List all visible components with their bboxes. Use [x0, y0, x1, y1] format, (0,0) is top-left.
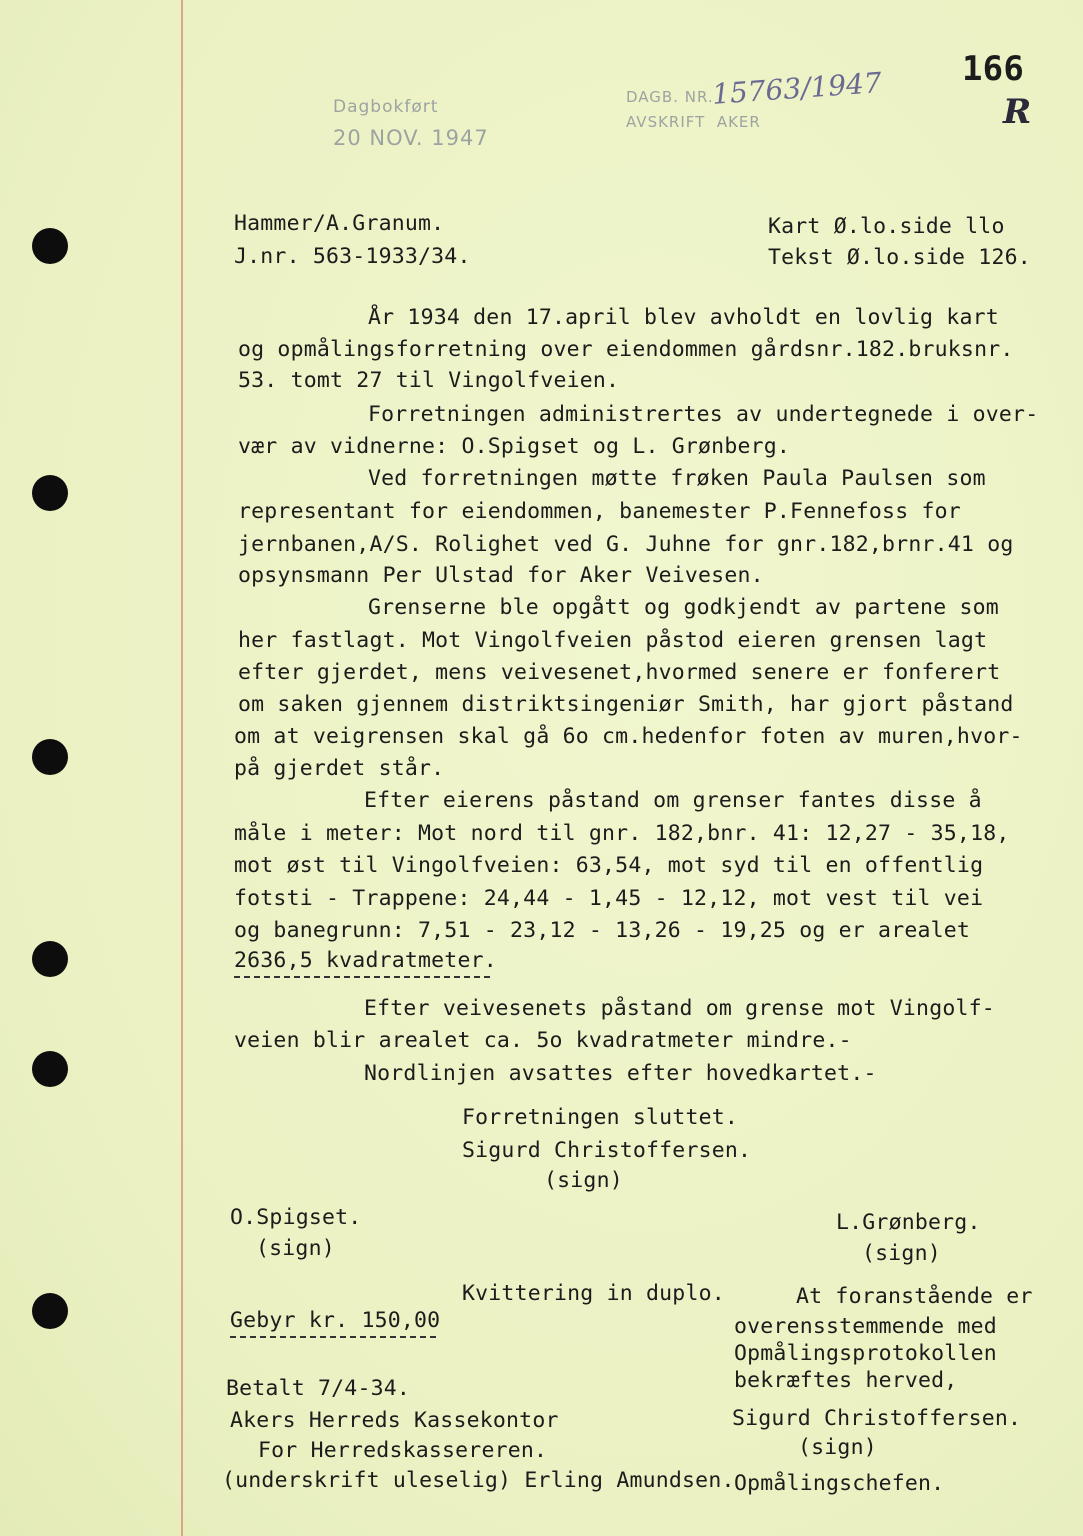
certification-line: At foranstående er — [796, 1284, 1033, 1309]
fee-line: Gebyr kr. 150,00 — [230, 1308, 441, 1333]
stamp-label: Dagbokført — [333, 97, 439, 117]
body-line: Nordlinjen avsattes efter hovedkartet.- — [364, 1061, 877, 1086]
body-line: og opmålingsforretning over eiendommen gårdsnr.182.bruksnr. — [238, 337, 1014, 362]
body-line: mot øst til Vingolfveien: 63,54, mot syd til en offentlig — [234, 853, 984, 878]
body-line: jernbanen,A/S. Rolighet ved G. Juhne for gnr.182,brnr.41 og — [238, 532, 1014, 557]
closing-sign: (sign) — [544, 1168, 623, 1193]
body-line: efter gjerdet, mens veivesenet,hvormed senere er fonferert — [238, 660, 1001, 685]
body-line: vær av vidnerne: O.Spigset og L. Grønberg. — [238, 434, 791, 459]
body-line: om saken gjennem distriktsingeniør Smith, har gjort påstand — [238, 692, 1014, 717]
witness-right-name: L.Grønberg. — [836, 1210, 981, 1235]
body-line: opsynsmann Per Ulstad for Aker Veivesen. — [238, 563, 764, 588]
certification-title: Opmålingschefen. — [734, 1471, 945, 1496]
avskrift-stamp: AVSKRIFT AKER — [626, 113, 761, 131]
certification-line: bekræftes herved, — [734, 1368, 958, 1393]
body-line: Efter eierens påstand om grenser fantes disse å — [364, 788, 982, 813]
certification-line: overensstemmende med — [734, 1314, 997, 1339]
receipt-note: Kvittering in duplo. — [462, 1281, 725, 1306]
header-right-line1: Kart Ø.lo.side llo — [768, 214, 1005, 239]
certification-sign: (sign) — [798, 1435, 877, 1460]
punch-hole — [32, 475, 68, 511]
payment-line: For Herredskassereren. — [258, 1438, 548, 1463]
body-line: År 1934 den 17.april blev avholdt en lovlig kart — [368, 305, 999, 330]
witness-left-sign: (sign) — [256, 1236, 335, 1261]
margin-rule — [181, 0, 183, 1536]
handwritten-initial: R — [1003, 92, 1032, 132]
body-line: Efter veivesenets påstand om grense mot Vingolf- — [364, 996, 995, 1021]
body-line: Grenserne ble opgått og godkjendt av partene som — [368, 595, 999, 620]
body-line: om at veigrensen skal gå 6o cm.hedenfor foten av muren,hvor- — [234, 724, 1023, 749]
body-line: fotsti - Trappene: 24,44 - 1,45 - 12,12, mot vest til vei — [234, 886, 984, 911]
page-number: 166 — [962, 49, 1025, 89]
payment-line: Betalt 7/4-34. — [226, 1376, 411, 1401]
punch-hole — [32, 739, 68, 775]
witness-left-name: O.Spigset. — [230, 1205, 362, 1230]
body-line: veien blir arealet ca. 5o kvadratmeter mindre.- — [234, 1028, 852, 1053]
body-line: på gjerdet står. — [234, 756, 445, 781]
dagb-stamp-prefix: DAGB. NR. — [626, 88, 714, 106]
body-line: måle i meter: Mot nord til gnr. 182,bnr. 41: 12,27 - 35,18, — [234, 821, 1010, 846]
punch-hole — [32, 1293, 68, 1329]
certification-line: Sigurd Christoffersen. — [732, 1406, 1022, 1431]
punch-hole — [32, 228, 68, 264]
area-underline — [234, 976, 490, 978]
witness-right-sign: (sign) — [862, 1241, 941, 1266]
closing-line1: Forretningen sluttet. — [462, 1105, 739, 1130]
body-line: 53. tomt 27 til Vingolfveien. — [238, 368, 620, 393]
punch-hole — [32, 941, 68, 977]
body-line: Forretningen administrertes av undertegnede i over- — [368, 402, 1039, 427]
body-line: her fastlagt. Mot Vingolfveien påstod eieren grensen lagt — [238, 628, 988, 653]
stamp-date: 20 NOV. 1947 — [333, 126, 489, 150]
body-line-area: 2636,5 kvadratmeter. — [234, 948, 497, 973]
header-right-line2: Tekst Ø.lo.side 126. — [768, 245, 1031, 270]
header-left-line1: Hammer/A.Granum. — [234, 211, 445, 236]
payment-line: (underskrift uleselig) Erling Amundsen. — [222, 1468, 735, 1493]
fee-underline — [230, 1336, 436, 1338]
payment-line: Akers Herreds Kassekontor — [230, 1408, 559, 1433]
header-left-line2: J.nr. 563-1933/34. — [234, 244, 471, 269]
punch-hole — [32, 1051, 68, 1087]
dagb-handwritten-number: 15763/1947 — [711, 66, 883, 111]
closing-line2: Sigurd Christoffersen. — [462, 1138, 752, 1163]
certification-line: Opmålingsprotokollen — [734, 1341, 997, 1366]
body-line: representant for eiendommen, banemester P.Fennefoss for — [238, 499, 961, 524]
body-line: Ved forretningen møtte frøken Paula Paulsen som — [368, 466, 986, 491]
body-line: og banegrunn: 7,51 - 23,12 - 13,26 - 19,25 og er arealet — [234, 918, 971, 943]
